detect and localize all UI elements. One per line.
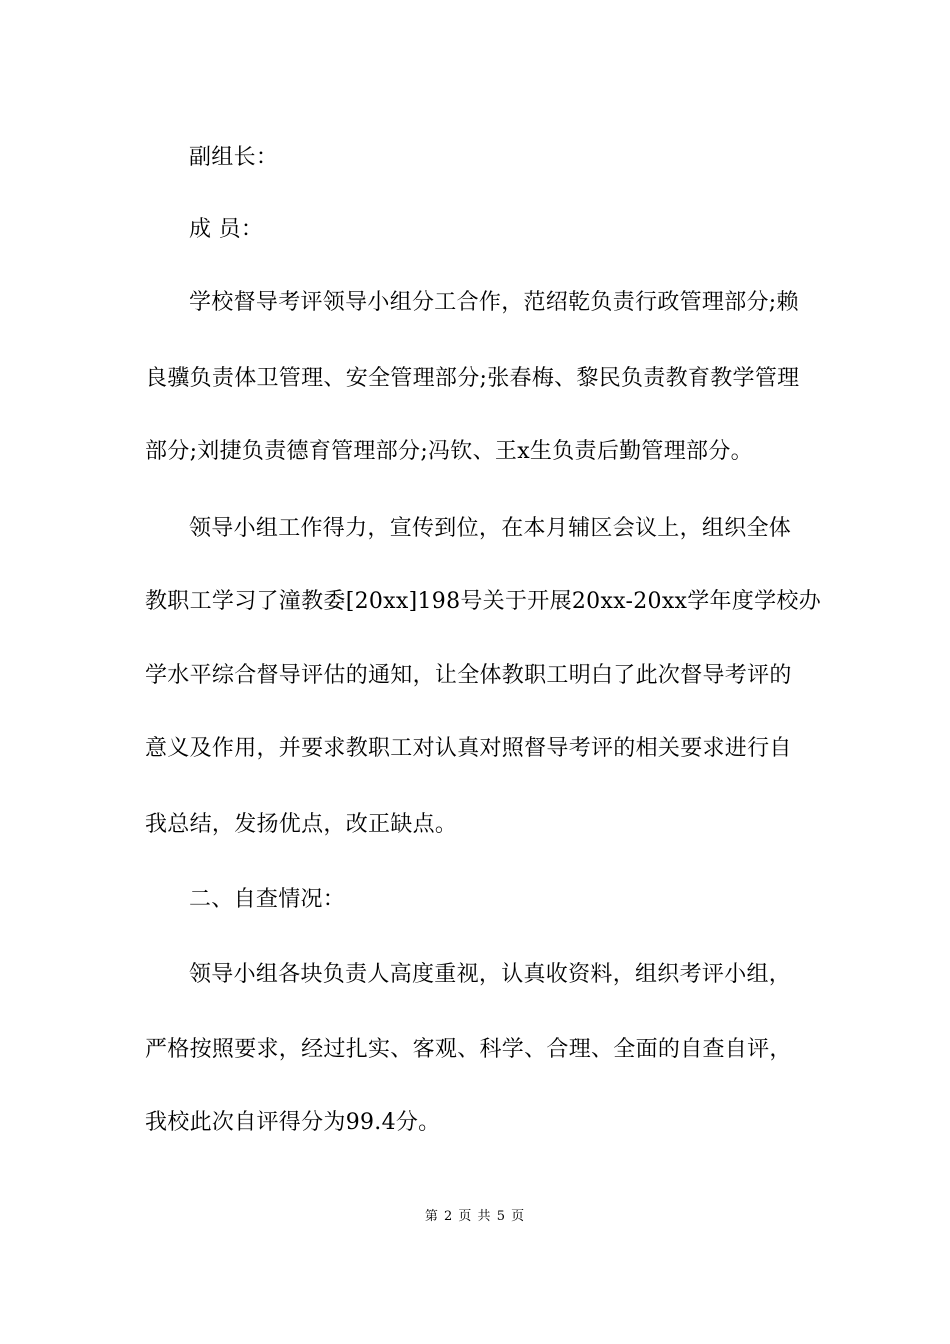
- paragraph-line: 学水平综合督导评估的通知，让全体教职工明白了此次督导考评的: [145, 663, 792, 688]
- paragraph-line: 领导小组各块负责人高度重视，认真收资料，组织考评小组，: [189, 962, 792, 987]
- section-heading: 二、自查情况：: [189, 887, 346, 912]
- paragraph-line: 部分;刘捷负责德育管理部分;冯钦、王x生负责后勤管理部分。: [145, 439, 753, 464]
- line-deputy-leader: 副组长：: [189, 145, 279, 170]
- paragraph-line: 意义及作用，并要求教职工对认真对照督导考评的相关要求进行自: [145, 736, 792, 761]
- line-members: 成 员：: [189, 217, 264, 242]
- paragraph-line: 良骥负责体卫管理、安全管理部分;张春梅、黎民负责教育教学管理: [145, 366, 800, 391]
- paragraph-line: 我总结，发扬优点，改正缺点。: [145, 812, 458, 837]
- paragraph-line: 严格按照要求，经过扎实、客观、科学、合理、全面的自查自评，: [145, 1037, 792, 1062]
- paragraph-line: 教职工学习了潼教委[20xx]198号关于开展20xx-20xx学年度学校办: [145, 589, 822, 614]
- paragraph-line: 我校此次自评得分为99.4分。: [145, 1110, 441, 1135]
- paragraph-line: 学校督导考评领导小组分工合作，范绍乾负责行政管理部分;赖: [189, 290, 799, 315]
- paragraph-line: 领导小组工作得力，宣传到位，在本月辅区会议上，组织全体: [189, 516, 792, 541]
- page-number-footer: 第 2 页 共 5 页: [424, 1209, 526, 1224]
